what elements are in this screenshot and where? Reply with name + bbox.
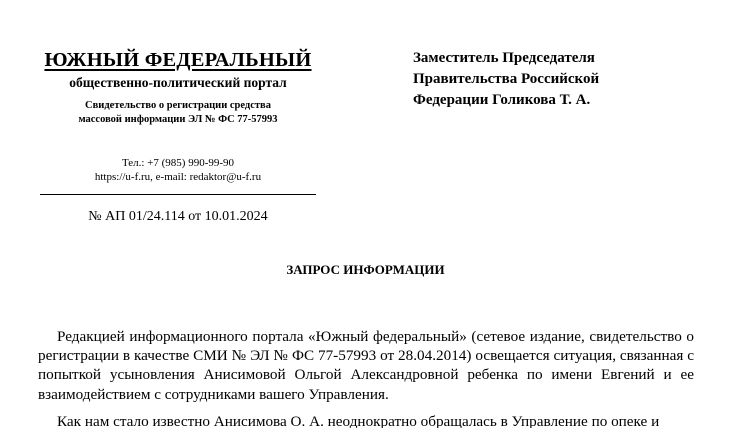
- document-title: ЗАПРОС ИНФОРМАЦИИ: [286, 262, 445, 277]
- contacts: [40, 156, 316, 184]
- addressee-block: [413, 48, 713, 111]
- registration-line: Свидетельство о регистрации средства: [85, 100, 271, 111]
- addressee-line: Федерации Голикова Т. А.: [413, 92, 591, 108]
- addressee-line: Правительства Российской: [413, 71, 600, 87]
- org-subtitle: общественно-политический портал: [69, 75, 287, 90]
- registration-line: массовой информации ЭЛ № ФС 77-57993: [78, 114, 278, 125]
- registration-info: [40, 99, 316, 127]
- letterhead-divider: [40, 194, 316, 195]
- body-paragraph: Как нам стало известно Анисимова О. А. неоднократно обращалась в Управление по опеке и: [57, 412, 660, 428]
- phone-line: Тел.: +7 (985) 990-99-90: [121, 157, 235, 169]
- body-text: [38, 327, 694, 428]
- body-paragraph: Редакцией информационного портала «Южный федеральный» (сетевое издание, свидетельство о регистрации в качестве СМИ № ЭЛ № ФС 77-57993 от 28.04.2014) освещается ситуация, связанная с попыткой усыновления Анисимовой Ольгой Александровной ребенка по имени Евгений и ее взаимодействием с сотрудниками вашего Управления.: [38, 328, 694, 403]
- document-number: № АП 01/24.114 от 10.01.2024: [88, 209, 268, 224]
- web-email-line: https://u-f.ru, e-mail: redaktor@u-f.ru: [94, 171, 262, 183]
- addressee-line: Заместитель Председателя: [413, 50, 595, 66]
- org-name: ЮЖНЫЙ ФЕДЕРАЛЬНЫЙ: [44, 49, 312, 71]
